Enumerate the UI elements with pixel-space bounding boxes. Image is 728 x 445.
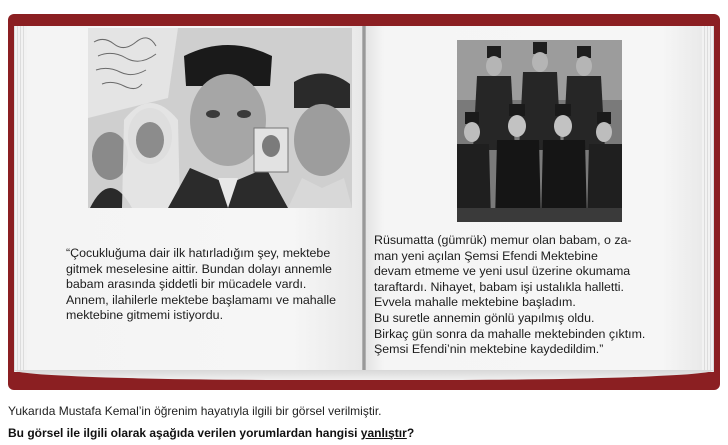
question-before: Bu görsel ile ilgili olarak aşağıda verilen yorumlardan hangisi bbox=[8, 426, 361, 440]
group-photo-art bbox=[457, 40, 622, 222]
page-edges-right bbox=[702, 26, 714, 372]
page-bottom-curl bbox=[14, 370, 714, 380]
collage-photo-art bbox=[88, 28, 352, 208]
group-photo bbox=[457, 40, 622, 222]
collage-photo bbox=[88, 28, 352, 208]
caption-text: Yukarıda Mustafa Kemal’in öğrenim hayatıyla ilgili bir görsel verilmiştir. bbox=[8, 404, 382, 418]
right-page-quote: Rüsumatta (gümrük) memur olan babam, o za- man yeni açılan Şemsi Efendi Mektebine devam etmeme ve yeni usul üzerine okumama taraftardı. Nihayet, babam işi ustalıkla halletti. Evvela mahalle mektebine başladım. Bu suretle annemin gönlü yapılmış oldu. Birkaç gün sonra da mahalle mektebinden çıktım. Şemsi Efendi’nin mektebine kaydedildim.” bbox=[374, 233, 646, 357]
question-underlined-word: yanlıştır bbox=[360, 426, 407, 440]
left-page-quote: “Çocukluğuma dair ilk hatırladığım şey, mektebe gitmek meselesine aittir. Bundan dolayı annemle babam arasında şiddetli bir mücadele vardı. Annem, ilahilerle mektebe başlamamı ve mahalle mektebine gitmemi istiyordu. bbox=[66, 246, 336, 323]
question-text bbox=[8, 426, 414, 440]
question-after: ? bbox=[406, 426, 415, 440]
page-edges-left bbox=[14, 26, 26, 372]
